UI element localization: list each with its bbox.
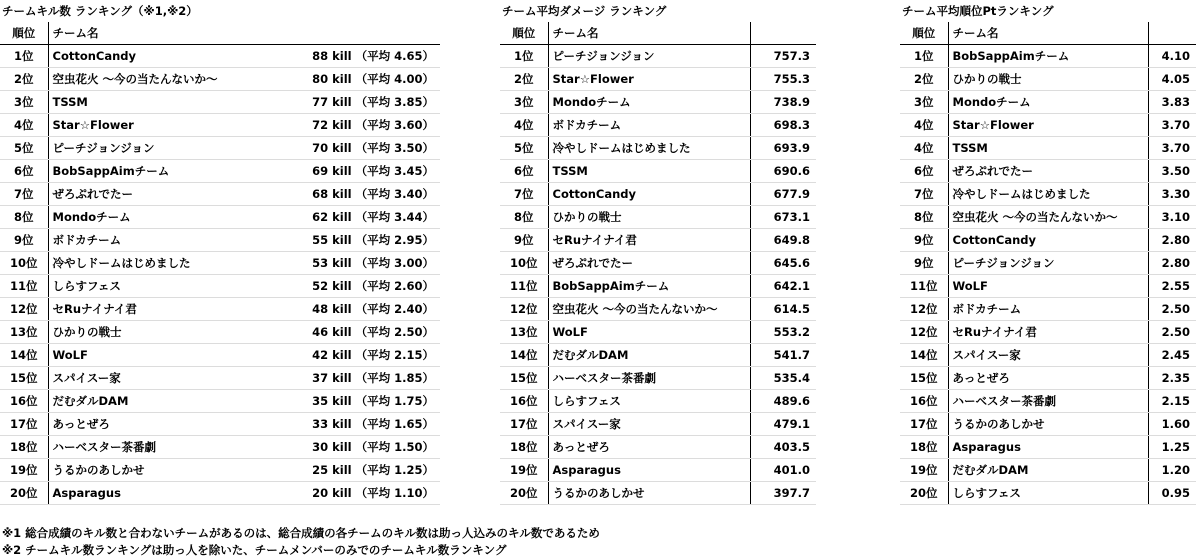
table-row	[500, 68, 816, 91]
team-name-cell: WoLF	[948, 275, 1148, 298]
table-row	[0, 413, 440, 436]
team-name-cell: 空虫花火 ～今の当たんないか～	[548, 298, 750, 321]
value-cell: 3.83	[1148, 91, 1196, 114]
rank-cell: 19位	[0, 459, 48, 482]
value-cell: 62 kill （平均 3.44）	[298, 206, 440, 229]
rank-cell: 9位	[900, 229, 948, 252]
rank-cell: 18位	[900, 436, 948, 459]
rank-pt-ranking-title: チーム平均順位Ptランキング	[902, 4, 1054, 18]
team-name-cell: Mondoチーム	[948, 91, 1148, 114]
value-cell: 48 kill （平均 2.40）	[298, 298, 440, 321]
rank-cell: 9位	[500, 229, 548, 252]
table-row	[900, 68, 1196, 91]
team-name-cell: Star☆Flower	[948, 114, 1148, 137]
table-row	[500, 482, 816, 505]
table-row	[900, 137, 1196, 160]
rank-cell: 9位	[0, 229, 48, 252]
rank-cell: 20位	[900, 482, 948, 505]
footnote-1: ※1 総合成績のキル数と合わないチームがあるのは、総合成績の各チームのキル数は助っ人込みのキル数であるため	[2, 526, 600, 540]
table-row	[500, 160, 816, 183]
table-row	[900, 482, 1196, 505]
team-name-cell: BobSappAimチーム	[948, 45, 1148, 68]
table-row	[500, 137, 816, 160]
table-row	[500, 298, 816, 321]
table-row	[900, 91, 1196, 114]
rank-cell: 18位	[0, 436, 48, 459]
table-row	[900, 275, 1196, 298]
rank-cell: 3位	[0, 91, 48, 114]
table-row	[500, 252, 816, 275]
table-row	[500, 436, 816, 459]
rank-cell: 15位	[900, 367, 948, 390]
team-name-cell: CottonCandy	[548, 183, 750, 206]
table-row	[0, 459, 440, 482]
value-cell: 3.70	[1148, 114, 1196, 137]
team-name-cell: TSSM	[548, 160, 750, 183]
table-row	[500, 344, 816, 367]
team-name-cell: セRuナイナイ君	[948, 321, 1148, 344]
table-row	[0, 252, 440, 275]
value-cell: 738.9	[750, 91, 816, 114]
team-name-cell: Mondoチーム	[48, 206, 298, 229]
rank-cell: 4位	[0, 114, 48, 137]
team-name-cell: しらすフェス	[48, 275, 298, 298]
rank-cell: 6位	[0, 160, 48, 183]
table-row	[900, 252, 1196, 275]
team-name-cell: ピーチジョンジョン	[48, 137, 298, 160]
footnotes	[2, 525, 600, 559]
rank-cell: 4位	[500, 114, 548, 137]
team-name-cell: TSSM	[48, 91, 298, 114]
team-name-cell: ピーチジョンジョン	[548, 45, 750, 68]
table-row	[500, 459, 816, 482]
value-cell: 2.50	[1148, 321, 1196, 344]
table-row	[500, 275, 816, 298]
table-row	[0, 436, 440, 459]
team-name-cell: ボドカチーム	[948, 298, 1148, 321]
value-cell: 30 kill （平均 1.50）	[298, 436, 440, 459]
team-name-cell: Mondoチーム	[548, 91, 750, 114]
value-cell: 755.3	[750, 68, 816, 91]
rank-cell: 2位	[0, 68, 48, 91]
value-cell: 20 kill （平均 1.10）	[298, 482, 440, 505]
rank-cell: 12位	[0, 298, 48, 321]
team-name-cell: ひかりの戦士	[48, 321, 298, 344]
table-row	[500, 321, 816, 344]
value-cell: 541.7	[750, 344, 816, 367]
rank-cell: 12位	[900, 321, 948, 344]
table-row	[900, 229, 1196, 252]
team-name-cell: 冷やしドームはじめました	[548, 137, 750, 160]
table-row	[0, 114, 440, 137]
rank-cell: 14位	[900, 344, 948, 367]
team-name-cell: セRuナイナイ君	[548, 229, 750, 252]
value-cell: 37 kill （平均 1.85）	[298, 367, 440, 390]
rank-cell: 16位	[900, 390, 948, 413]
team-name-cell: BobSappAimチーム	[48, 160, 298, 183]
value-cell: 401.0	[750, 459, 816, 482]
team-name-cell: だむダルDAM	[948, 459, 1148, 482]
table-row	[900, 45, 1196, 68]
value-cell: 693.9	[750, 137, 816, 160]
table-row	[900, 413, 1196, 436]
value-cell: 2.80	[1148, 229, 1196, 252]
team-name-cell: スパイスー家	[948, 344, 1148, 367]
team-name-cell: あっとぜろ	[948, 367, 1148, 390]
table-row	[0, 183, 440, 206]
team-name-cell: Asparagus	[48, 482, 298, 505]
team-name-cell: TSSM	[948, 137, 1148, 160]
col-header-value	[1148, 22, 1196, 45]
team-name-cell: ハーベスター茶番劇	[948, 390, 1148, 413]
team-name-cell: 冷やしドームはじめました	[48, 252, 298, 275]
team-name-cell: Asparagus	[548, 459, 750, 482]
rank-cell: 19位	[500, 459, 548, 482]
rank-cell: 15位	[0, 367, 48, 390]
rank-cell: 1位	[0, 45, 48, 68]
value-cell: 535.4	[750, 367, 816, 390]
value-cell: 88 kill （平均 4.65）	[298, 45, 440, 68]
team-name-cell: あっとぜろ	[48, 413, 298, 436]
value-cell: 4.10	[1148, 45, 1196, 68]
value-cell: 403.5	[750, 436, 816, 459]
value-cell: 2.45	[1148, 344, 1196, 367]
value-cell: 645.6	[750, 252, 816, 275]
rank-cell: 19位	[900, 459, 948, 482]
value-cell: 69 kill （平均 3.45）	[298, 160, 440, 183]
value-cell: 553.2	[750, 321, 816, 344]
rank-pt-ranking-section	[900, 0, 1196, 505]
rank-cell: 18位	[500, 436, 548, 459]
value-cell: 1.20	[1148, 459, 1196, 482]
rank-cell: 9位	[900, 252, 948, 275]
team-name-cell: ハーベスター茶番劇	[48, 436, 298, 459]
value-cell: 649.8	[750, 229, 816, 252]
table-row	[900, 298, 1196, 321]
table-row	[0, 91, 440, 114]
value-cell: 479.1	[750, 413, 816, 436]
table-row	[0, 344, 440, 367]
rank-cell: 17位	[900, 413, 948, 436]
table-row	[500, 114, 816, 137]
value-cell: 677.9	[750, 183, 816, 206]
team-name-cell: セRuナイナイ君	[48, 298, 298, 321]
kill-ranking-table	[0, 22, 440, 505]
col-header-value	[298, 22, 440, 45]
rank-cell: 11位	[0, 275, 48, 298]
table-row	[900, 114, 1196, 137]
team-name-cell: ぜろぷれでたー	[548, 252, 750, 275]
rank-cell: 12位	[500, 298, 548, 321]
value-cell: 642.1	[750, 275, 816, 298]
table-row	[900, 321, 1196, 344]
table-row	[0, 298, 440, 321]
rank-cell: 7位	[900, 183, 948, 206]
damage-ranking-table	[500, 22, 816, 505]
table-row	[500, 367, 816, 390]
team-name-cell: ぜろぷれでたー	[948, 160, 1148, 183]
table-row	[900, 390, 1196, 413]
rank-cell: 6位	[900, 160, 948, 183]
team-name-cell: Star☆Flower	[548, 68, 750, 91]
col-header-rank: 順位	[900, 22, 948, 45]
rank-cell: 7位	[500, 183, 548, 206]
value-cell: 397.7	[750, 482, 816, 505]
value-cell: 673.1	[750, 206, 816, 229]
rank-cell: 13位	[500, 321, 548, 344]
value-cell: 2.55	[1148, 275, 1196, 298]
team-name-cell: CottonCandy	[948, 229, 1148, 252]
value-cell: 1.60	[1148, 413, 1196, 436]
rank-cell: 16位	[0, 390, 48, 413]
table-row	[0, 275, 440, 298]
table-row	[500, 206, 816, 229]
rank-cell: 5位	[500, 137, 548, 160]
rank-cell: 11位	[500, 275, 548, 298]
rank-cell: 3位	[900, 91, 948, 114]
table-row	[900, 367, 1196, 390]
team-name-cell: だむダルDAM	[48, 390, 298, 413]
team-name-cell: うるかのあしかせ	[548, 482, 750, 505]
value-cell: 4.05	[1148, 68, 1196, 91]
table-row	[900, 436, 1196, 459]
value-cell: 80 kill （平均 4.00）	[298, 68, 440, 91]
team-name-cell: 空虫花火 ～今の当たんないか～	[48, 68, 298, 91]
rank-cell: 3位	[500, 91, 548, 114]
value-cell: 690.6	[750, 160, 816, 183]
rank-cell: 8位	[900, 206, 948, 229]
team-name-cell: 空虫花火 ～今の当たんないか～	[948, 206, 1148, 229]
col-header-team: チーム名	[948, 22, 1148, 45]
rank-cell: 2位	[500, 68, 548, 91]
rank-cell: 20位	[500, 482, 548, 505]
col-header-value	[750, 22, 816, 45]
col-header-team: チーム名	[548, 22, 750, 45]
table-row	[900, 160, 1196, 183]
col-header-rank: 順位	[0, 22, 48, 45]
table-row	[0, 390, 440, 413]
team-name-cell: しらすフェス	[948, 482, 1148, 505]
team-name-cell: ボドカチーム	[48, 229, 298, 252]
rank-cell: 10位	[500, 252, 548, 275]
rank-cell: 14位	[500, 344, 548, 367]
team-name-cell: うるかのあしかせ	[48, 459, 298, 482]
table-row	[500, 183, 816, 206]
rank-cell: 10位	[0, 252, 48, 275]
table-row	[900, 459, 1196, 482]
value-cell: 757.3	[750, 45, 816, 68]
kill-ranking-title: チームキル数 ランキング（※1,※2）	[2, 4, 198, 18]
damage-ranking-section	[500, 0, 816, 505]
value-cell: 3.30	[1148, 183, 1196, 206]
value-cell: 68 kill （平均 3.40）	[298, 183, 440, 206]
value-cell: 2.15	[1148, 390, 1196, 413]
value-cell: 3.70	[1148, 137, 1196, 160]
rank-cell: 14位	[0, 344, 48, 367]
team-name-cell: 冷やしドームはじめました	[948, 183, 1148, 206]
rank-cell: 13位	[0, 321, 48, 344]
value-cell: 35 kill （平均 1.75）	[298, 390, 440, 413]
table-row	[0, 160, 440, 183]
col-header-rank: 順位	[500, 22, 548, 45]
rank-cell: 17位	[0, 413, 48, 436]
team-name-cell: ピーチジョンジョン	[948, 252, 1148, 275]
table-row	[0, 321, 440, 344]
team-name-cell: ハーベスター茶番劇	[548, 367, 750, 390]
value-cell: 46 kill （平均 2.50）	[298, 321, 440, 344]
rank-cell: 7位	[0, 183, 48, 206]
rank-cell: 5位	[0, 137, 48, 160]
rank-pt-ranking-table	[900, 22, 1196, 505]
damage-ranking-title: チーム平均ダメージ ランキング	[502, 4, 667, 18]
value-cell: 33 kill （平均 1.65）	[298, 413, 440, 436]
rank-cell: 17位	[500, 413, 548, 436]
value-cell: 2.80	[1148, 252, 1196, 275]
table-row	[900, 344, 1196, 367]
team-name-cell: ボドカチーム	[548, 114, 750, 137]
rank-cell: 8位	[500, 206, 548, 229]
team-name-cell: Asparagus	[948, 436, 1148, 459]
value-cell: 42 kill （平均 2.15）	[298, 344, 440, 367]
rank-cell: 6位	[500, 160, 548, 183]
value-cell: 2.35	[1148, 367, 1196, 390]
table-row	[500, 45, 816, 68]
value-cell: 0.95	[1148, 482, 1196, 505]
value-cell: 25 kill （平均 1.25）	[298, 459, 440, 482]
table-row	[0, 367, 440, 390]
rank-cell: 8位	[0, 206, 48, 229]
team-name-cell: ひかりの戦士	[548, 206, 750, 229]
team-name-cell: しらすフェス	[548, 390, 750, 413]
kill-ranking-section	[0, 0, 440, 505]
team-name-cell: スパイスー家	[548, 413, 750, 436]
value-cell: 698.3	[750, 114, 816, 137]
table-row	[500, 91, 816, 114]
team-name-cell: うるかのあしかせ	[948, 413, 1148, 436]
rank-cell: 1位	[500, 45, 548, 68]
rank-cell: 20位	[0, 482, 48, 505]
value-cell: 614.5	[750, 298, 816, 321]
value-cell: 489.6	[750, 390, 816, 413]
team-name-cell: Star☆Flower	[48, 114, 298, 137]
value-cell: 77 kill （平均 3.85）	[298, 91, 440, 114]
value-cell: 2.50	[1148, 298, 1196, 321]
team-name-cell: WoLF	[548, 321, 750, 344]
rank-cell: 2位	[900, 68, 948, 91]
team-name-cell: スパイスー家	[48, 367, 298, 390]
table-row	[900, 206, 1196, 229]
value-cell: 55 kill （平均 2.95）	[298, 229, 440, 252]
value-cell: 53 kill （平均 3.00）	[298, 252, 440, 275]
table-row	[500, 413, 816, 436]
value-cell: 1.25	[1148, 436, 1196, 459]
value-cell: 3.50	[1148, 160, 1196, 183]
table-row	[0, 482, 440, 505]
team-name-cell: CottonCandy	[48, 45, 298, 68]
table-row	[500, 390, 816, 413]
team-name-cell: WoLF	[48, 344, 298, 367]
team-name-cell: BobSappAimチーム	[548, 275, 750, 298]
rank-cell: 12位	[900, 298, 948, 321]
table-row	[0, 206, 440, 229]
rank-cell: 16位	[500, 390, 548, 413]
table-row	[0, 229, 440, 252]
rank-cell: 15位	[500, 367, 548, 390]
rank-cell: 4位	[900, 114, 948, 137]
value-cell: 72 kill （平均 3.60）	[298, 114, 440, 137]
team-name-cell: あっとぜろ	[548, 436, 750, 459]
table-row	[0, 68, 440, 91]
rank-cell: 11位	[900, 275, 948, 298]
table-row	[900, 183, 1196, 206]
value-cell: 3.10	[1148, 206, 1196, 229]
value-cell: 70 kill （平均 3.50）	[298, 137, 440, 160]
table-row	[0, 45, 440, 68]
value-cell: 52 kill （平均 2.60）	[298, 275, 440, 298]
table-row	[500, 229, 816, 252]
team-name-cell: ぜろぷれでたー	[48, 183, 298, 206]
col-header-team: チーム名	[48, 22, 298, 45]
rank-cell: 4位	[900, 137, 948, 160]
footnote-2: ※2 チームキル数ランキングは助っ人を除いた、チームメンバーのみでのチームキル数ランキング	[2, 543, 507, 557]
team-name-cell: ひかりの戦士	[948, 68, 1148, 91]
table-row	[0, 137, 440, 160]
team-name-cell: だむダルDAM	[548, 344, 750, 367]
rank-cell: 1位	[900, 45, 948, 68]
